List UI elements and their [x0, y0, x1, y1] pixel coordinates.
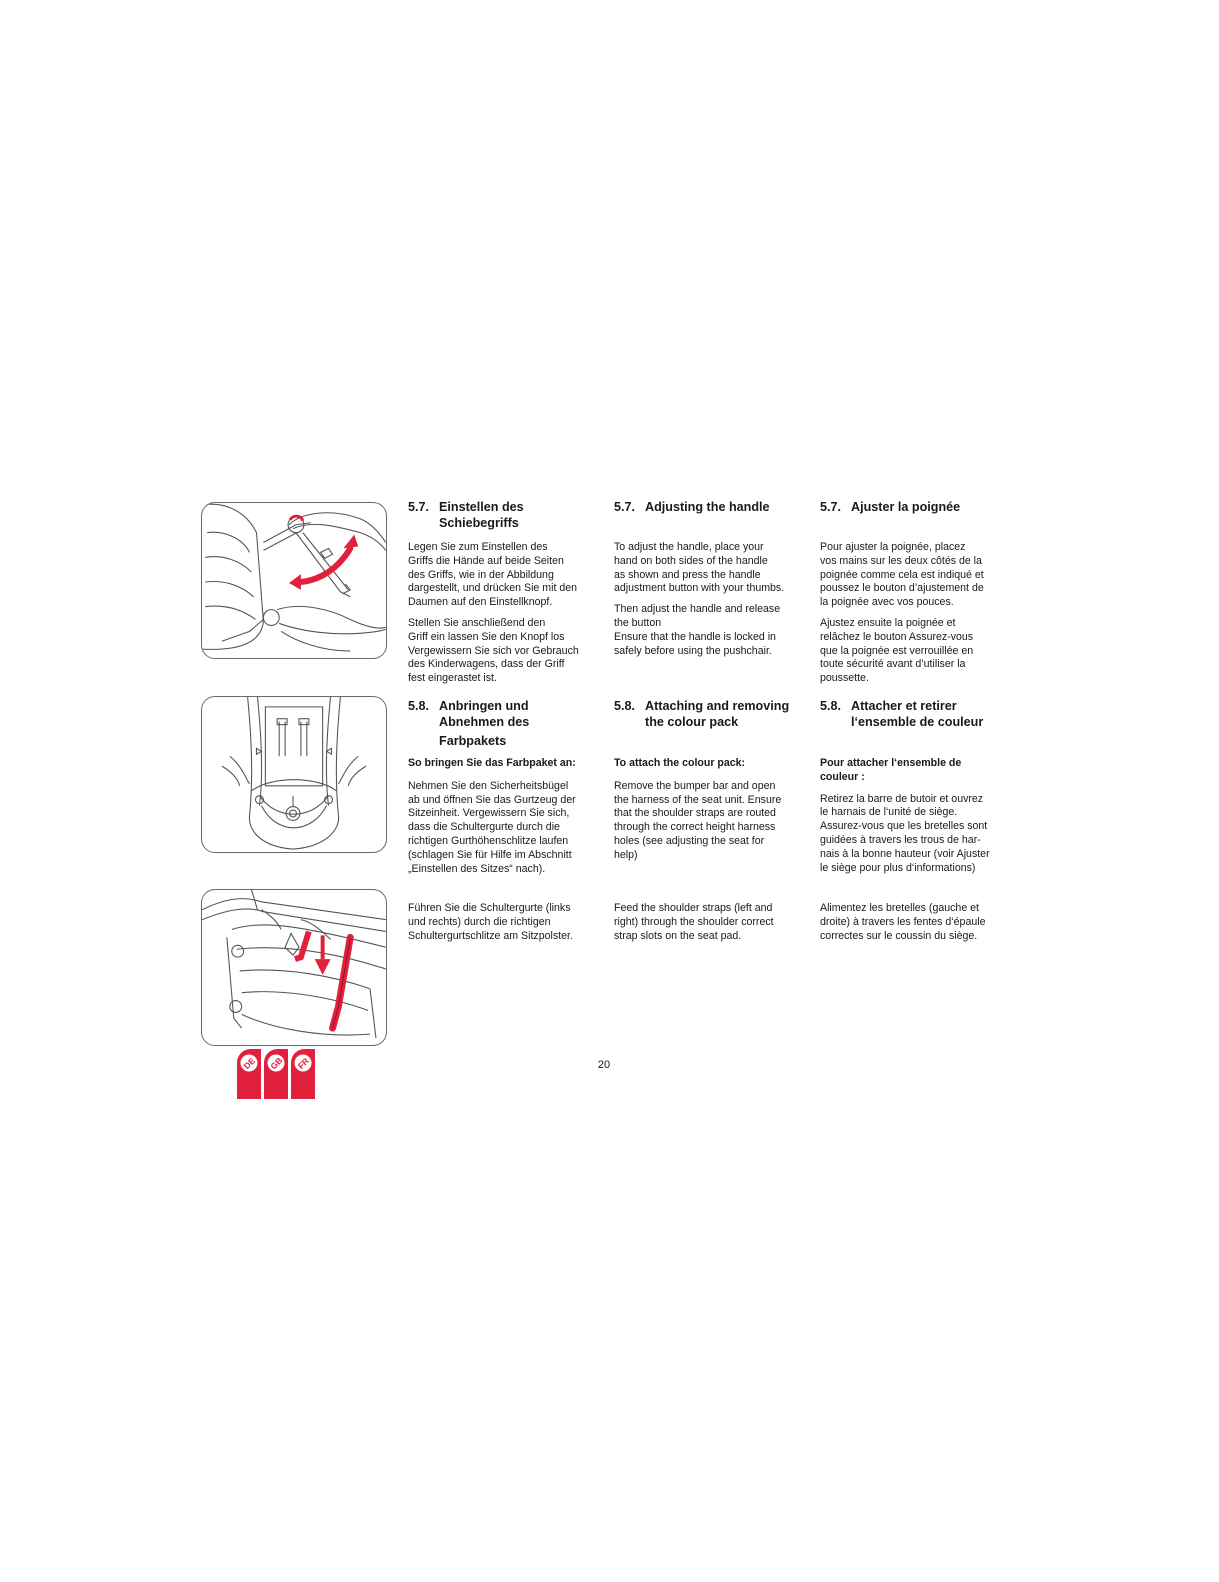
paragraph: Retirez la barre de butoir et ouvrez le harnais de l‘unité de siège. Assurez-vous que les bretelles sont guidées à travers les trous de har- nais à la bonne hauteur (voir Ajuster le siège pour plus d‘informations) [820, 792, 990, 874]
language-tab-de [237, 1049, 261, 1099]
shoulder-strap-drawing [202, 890, 386, 1045]
paragraph: Führen Sie die Schultergurte (links und rechts) durch die richtigen Schultergurtschlitze am Sitzpolster. [408, 902, 573, 942]
column-gb-step2 [614, 902, 810, 943]
de-heading-5-7 [408, 499, 604, 531]
section-title [439, 698, 604, 749]
section-number: 5.7. [820, 500, 842, 514]
shoulder-strap-illustration [201, 889, 387, 1046]
section-number: 5.8. [820, 699, 842, 713]
paragraph: Remove the bumper bar and open the harness of the seat unit. Ensure that the shoulder straps are routed through the correct height harness holes (see adjusting the seat for help) [614, 779, 782, 861]
language-tab-gb [264, 1049, 288, 1099]
language-tab-fr [291, 1049, 315, 1099]
column-de-5-8 [408, 698, 604, 876]
tab-label: FR [295, 1055, 311, 1071]
paragraph: Pour ajuster la poignée, placez vos mains sur les deux côtés de la poignée comme cela est indiqué et poussez le bouton d’ajustement de la poignée avec vos pouces. [820, 541, 984, 609]
column-fr [820, 499, 1016, 686]
fr-heading-5-8 [820, 698, 1016, 730]
column-de [408, 499, 604, 686]
fr-heading-5-7 [820, 499, 1016, 515]
de-heading-5-8 [408, 698, 604, 749]
paragraph: Nehmen Sie den Sicherheitsbügel ab und öffnen Sie das Gurtzeug der Sitzeinheit. Vergewissern Sie sich, dass die Schultergurte durch die richtigen Gurthöhenschlitze laufen (schlagen Sie für Hilfe im Abschnitt „Einstellen des Sitzes“ nach). [408, 779, 576, 875]
section-title: Attacher et retirer l‘ensemble de couleur [851, 699, 984, 729]
paragraph: To adjust the handle, place your hand on both sides of the handle as shown and press the handle adjustment button with your thumbs. [614, 541, 785, 595]
section-title: Einstellen des Schiebegriffs [439, 500, 524, 530]
column-gb [614, 499, 810, 658]
tab-label: DE [241, 1055, 258, 1072]
seat-harness-illustration [201, 696, 387, 853]
section-title: Ajuster la poignée [851, 500, 961, 514]
section-number: 5.7. [408, 500, 430, 514]
handle-adjust-illustration [201, 502, 387, 659]
paragraph: Stellen Sie anschließend den Griff ein lassen Sie den Knopf los Vergewissern Sie sich vor Gebrauch des Kinderwagens, dass der Griff fest eingerastet ist. [408, 616, 579, 685]
section-number: 5.7. [614, 500, 636, 514]
column-fr-step2 [820, 902, 1016, 943]
section-title-line: Anbringen und Abnehmen des [439, 699, 530, 729]
column-fr-5-8 [820, 698, 1016, 875]
paragraph: Then adjust the handle and release the button Ensure that the handle is locked in safely before using the pushchair. [614, 603, 781, 657]
paragraph: Feed the shoulder straps (left and right) through the shoulder correct strap slots on the seat pad. [614, 902, 774, 942]
section-number: 5.8. [408, 699, 430, 713]
subheading: So bringen Sie das Farbpaket an: [408, 757, 576, 769]
paragraph: Legen Sie zum Einstellen des Griffs die Hände auf beide Seiten des Griffs, wie in der Abbildung dargestellt, und drücken Sie mit den Daumen auf den Einstellknopf. [408, 541, 578, 609]
column-gb-5-8 [614, 698, 810, 863]
gb-heading-5-7 [614, 499, 810, 515]
paragraph: Ajustez ensuite la poignée et relâchez le bouton Assurez-vous que la poignée est verrouillée en toute sécurité avant d’utiliser la poussette. [820, 616, 974, 685]
handle-adjust-drawing [202, 503, 386, 658]
seat-harness-drawing [202, 697, 386, 852]
language-tabs [237, 1049, 315, 1099]
tab-label: GB [268, 1055, 285, 1072]
paragraph: Alimentez les bretelles (gauche et droite) à travers les fentes d‘épaule correctes sur le coussin du siège. [820, 902, 986, 942]
gb-heading-5-8 [614, 698, 810, 730]
column-de-step2 [408, 902, 604, 943]
subheading: To attach the colour pack: [614, 757, 746, 769]
section-title-line: Farbpakets [439, 734, 507, 748]
subheading: Pour attacher l‘ensemble de couleur : [820, 757, 962, 783]
section-number: 5.8. [614, 699, 636, 713]
section-title: Attaching and removing the colour pack [645, 699, 790, 729]
page-number: 20 [597, 1059, 611, 1071]
section-title: Adjusting the handle [645, 500, 770, 514]
